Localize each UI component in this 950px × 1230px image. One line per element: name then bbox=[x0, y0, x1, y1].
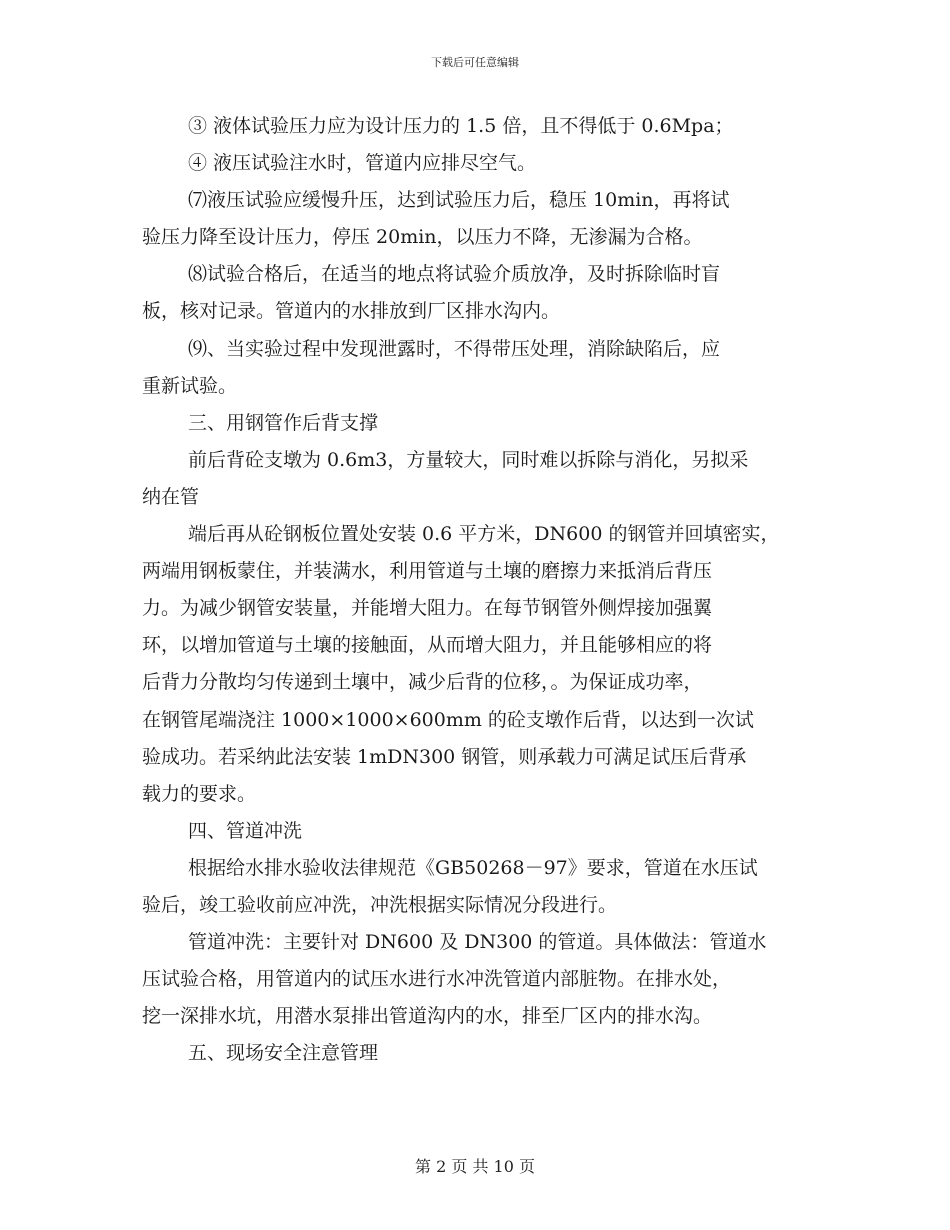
text-line: 在钢管尾端浇注 1000×1000×600mm 的砼支墩作后背，以达到一次试 bbox=[142, 708, 754, 731]
text-line: ⑺液压试验应缓慢升压，达到试验压力后，稳压 10min，再将试 bbox=[188, 189, 730, 212]
text-line: 管道冲洗：主要针对 DN600 及 DN300 的管道。具体做法：管道水 bbox=[188, 931, 767, 954]
text-line: 两端用钢板蒙住，并装满水，利用管道与土壤的磨擦力来抵消后背压 bbox=[142, 560, 713, 583]
text-line: ③ 液体试验压力应为设计压力的 1.5 倍，且不得低于 0.6Mpa； bbox=[188, 115, 734, 137]
text-line: 根据给水排水验收法律规范《GB50268－97》要求，管道在水压试 bbox=[188, 856, 758, 879]
text-line: 端后再从砼钢板位置处安装 0.6 平方米，DN600 的钢管并回填密实， bbox=[188, 523, 780, 546]
page-header: 下载后可任意编辑 bbox=[431, 56, 519, 69]
text-line: 载力的要求。 bbox=[142, 782, 257, 805]
text-line: ⑻试验合格后，在适当的地点将试验介质放净，及时拆除临时盲 bbox=[188, 263, 721, 286]
text-line: 重新试验。 bbox=[142, 374, 238, 397]
text-line: 验压力降至设计压力，停压 20min，以压力不降，无渗漏为合格。 bbox=[142, 226, 703, 249]
text-line: ④ 液压试验注水时，管道内应排尽空气。 bbox=[188, 152, 537, 175]
text-line: 三、用钢管作后背支撑 bbox=[188, 411, 379, 434]
text-line: ⑼、当实验过程中发现泄露时，不得带压处理，消除缺陷后，应 bbox=[188, 337, 721, 360]
text-line: 验后，竣工验收前应冲洗，冲洗根据实际情况分段进行。 bbox=[142, 893, 618, 916]
text-line: 挖一深排水坑，用潜水泵排出管道沟内的水，排至厂区内的排水沟。 bbox=[142, 1005, 713, 1028]
text-line: 验成功。若采纳此法安装 1mDN300 钢管，则承载力可满足试压后背承 bbox=[142, 745, 747, 768]
text-line: 力。为减少钢管安装量，并能增大阻力。在每节钢管外侧焊接加强翼 bbox=[142, 597, 713, 620]
document-body bbox=[142, 108, 832, 1072]
page-footer: 第 2 页 共 10 页 bbox=[415, 1157, 535, 1176]
text-line: 前后背砼支墩为 0.6m3，方量较大，同时难以拆除与消化，另拟采 bbox=[188, 448, 749, 471]
text-line: 压试验合格，用管道内的试压水进行水冲洗管道内部脏物。在排水处， bbox=[142, 968, 732, 991]
text-line: 四、管道冲洗 bbox=[188, 819, 303, 842]
text-line: 后背力分散均匀传递到土壤中，减少后背的位移，。为保证成功率， bbox=[142, 671, 703, 694]
text-line: 纳在管 bbox=[142, 485, 200, 508]
text-line: 五、现场安全注意管理 bbox=[188, 1042, 379, 1065]
text-line: 环，以增加管道与土壤的接触面，从而增大阻力，并且能够相应的将 bbox=[142, 634, 713, 657]
text-line: 板，核对记录。管道内的水排放到厂区排水沟内。 bbox=[142, 300, 561, 323]
